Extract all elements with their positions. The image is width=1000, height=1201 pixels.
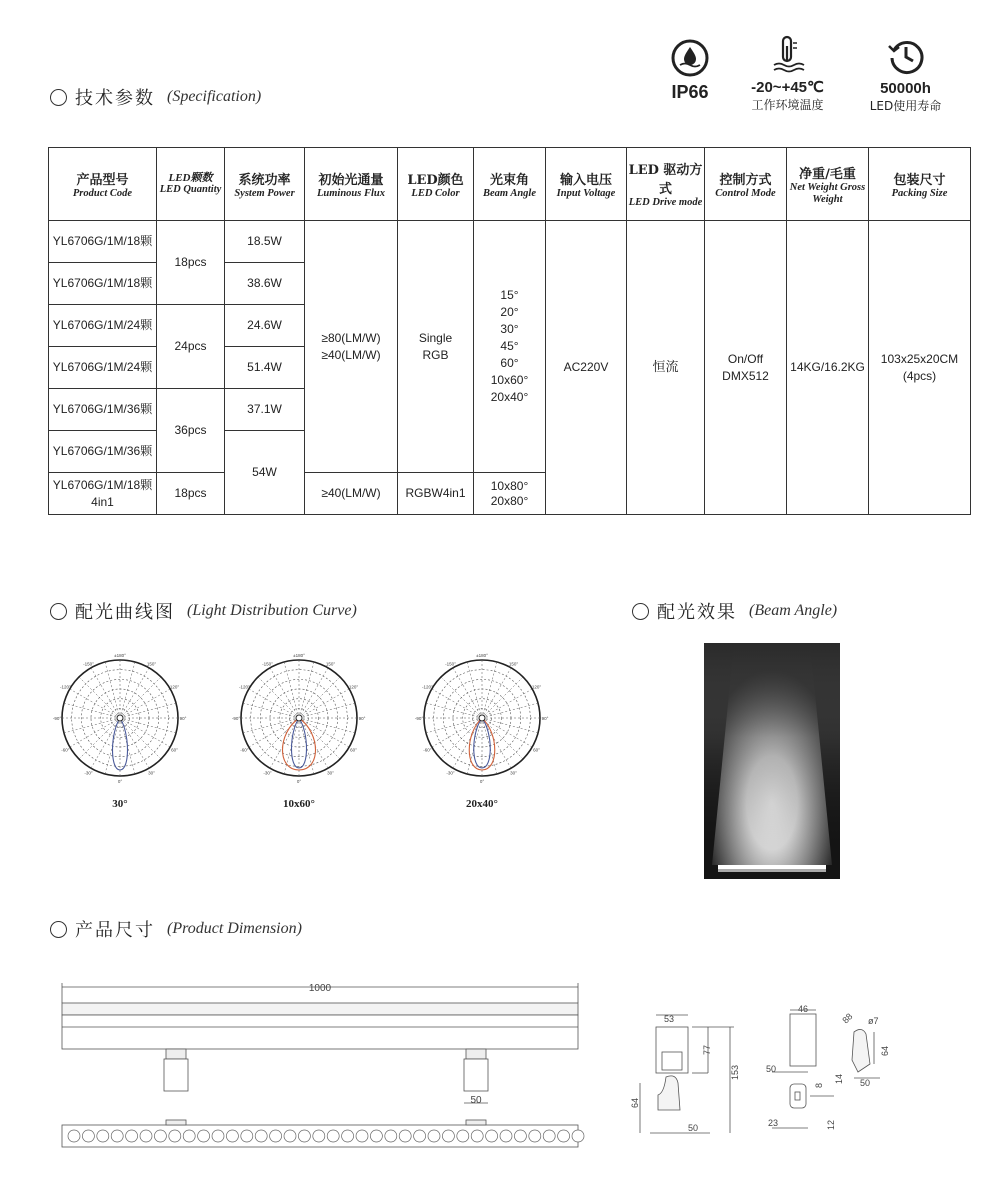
polar-angle-label: 120° <box>348 684 359 690</box>
header-product-code: 产品型号 Product Code <box>49 148 157 221</box>
weight-cell: 14KG/16.2KG <box>787 221 869 515</box>
product-code-cell: YL6706G/1M/36颗 <box>49 389 157 431</box>
polar-angle-label: -150° <box>262 661 273 667</box>
led-dot <box>399 1130 411 1142</box>
dim-label: 46 <box>798 1004 809 1014</box>
circle-bullet-icon <box>50 89 67 106</box>
beam-cell: 15° 20° 30° 45° 60° 10x60° 20x40° <box>474 221 546 473</box>
led-dot <box>543 1130 555 1142</box>
polar-angle-label: 150° <box>508 661 519 667</box>
color-cell: RGBW4in1 <box>398 473 474 515</box>
polar-diagram <box>50 652 190 792</box>
led-dot <box>97 1130 109 1142</box>
chart-caption: 30° <box>112 798 128 810</box>
power-cell: 38.6W <box>225 263 305 305</box>
power-cell: 24.6W <box>225 305 305 347</box>
led-dot <box>385 1130 397 1142</box>
polar-angle-label: 30° <box>510 770 517 776</box>
polar-angle-label: -60° <box>240 747 249 753</box>
led-dot <box>514 1130 526 1142</box>
qty-cell: 18pcs <box>157 473 225 515</box>
polar-angle-label: -120° <box>60 684 71 690</box>
bracket-detail-drawing <box>762 1002 892 1132</box>
led-dot <box>82 1130 94 1142</box>
polar-angle-label: 120° <box>531 684 542 690</box>
product-code-cell: YL6706G/1M/36颗 <box>49 431 157 473</box>
led-dot <box>140 1130 152 1142</box>
polar-angle-label: 90° <box>541 716 549 721</box>
qty-cell: 36pcs <box>157 389 225 473</box>
led-dot <box>558 1130 570 1142</box>
temperature-badge: -20~+45℃ 工作环境温度 <box>740 34 835 113</box>
table-row <box>49 221 971 263</box>
thermometer-icon <box>768 34 808 74</box>
led-dot <box>327 1130 339 1142</box>
header-led-quantity: LED颗数 LED Quantity <box>157 148 225 221</box>
polar-angle-label: ±180° <box>476 653 488 658</box>
clock-icon <box>886 36 926 76</box>
product-code-cell: YL6706G/1M/18颗 <box>49 221 157 263</box>
led-dot <box>212 1130 224 1142</box>
beam-effect-photo <box>704 643 840 879</box>
led-dot <box>471 1130 483 1142</box>
header-weight: 净重/毛重 Net Weight Gross Weight <box>787 148 869 221</box>
dim-bracket-label: 50 <box>470 1095 482 1106</box>
led-dot <box>126 1130 138 1142</box>
dim-label: 50 <box>688 1123 699 1133</box>
led-dot <box>68 1130 80 1142</box>
polar-angle-label: 60° <box>533 747 540 753</box>
dim-label: 64 <box>880 1045 890 1056</box>
dim-label: 50 <box>766 1064 777 1074</box>
polar-angle-label: -30° <box>84 770 93 776</box>
polar-angle-label: -120° <box>422 684 433 690</box>
header-system-power: 系统功率 System Power <box>225 148 305 221</box>
polar-angle-label: -90° <box>414 716 424 721</box>
color-cell: Single RGB <box>398 221 474 473</box>
polar-angle-label: 0° <box>296 779 302 784</box>
beam-section-title: 配光效果 (Beam Angle) <box>632 598 837 624</box>
led-dot <box>111 1130 123 1142</box>
polar-angle-label: -90° <box>231 716 241 721</box>
chart-caption: 10x60° <box>283 798 315 810</box>
control-cell: On/Off DMX512 <box>705 221 787 515</box>
circle-bullet-icon <box>50 921 67 938</box>
led-dot <box>241 1130 253 1142</box>
polar-angle-label: 60° <box>350 747 357 753</box>
curve-section-title: 配光曲线图 (Light Distribution Curve) <box>50 598 357 624</box>
qty-cell: 18pcs <box>157 221 225 305</box>
power-cell: 37.1W <box>225 389 305 431</box>
led-dot <box>169 1130 181 1142</box>
led-dot <box>457 1130 469 1142</box>
spec-table <box>48 147 971 515</box>
polar-angle-label: -30° <box>446 770 455 776</box>
polar-diagram <box>412 652 552 792</box>
dim-label: 8 <box>814 1082 824 1088</box>
polar-angle-label: 90° <box>179 716 187 721</box>
ip-badge: IP66 <box>655 38 725 103</box>
led-dot <box>154 1130 166 1142</box>
power-cell: 51.4W <box>225 347 305 389</box>
led-dot <box>486 1130 498 1142</box>
led-dot <box>284 1130 296 1142</box>
polar-angle-label: -90° <box>52 716 62 721</box>
dim-label: 77 <box>702 1044 712 1055</box>
polar-angle-label: 0° <box>479 779 485 784</box>
circle-bullet-icon <box>50 603 67 620</box>
spec-section-title: 技术参数 (Specification) <box>50 84 261 110</box>
led-dot <box>529 1130 541 1142</box>
polar-chart-30 <box>50 652 190 810</box>
polar-angle-label: 90° <box>358 716 366 721</box>
led-dot <box>183 1130 195 1142</box>
product-code-cell: YL6706G/1M/24颗 <box>49 305 157 347</box>
polar-angle-label: 150° <box>325 661 336 667</box>
polar-angle-label: 120° <box>169 684 180 690</box>
led-dot <box>500 1130 512 1142</box>
led-dot <box>313 1130 325 1142</box>
dimension-section-title: 产品尺寸 (Product Dimension) <box>50 916 302 942</box>
side-view-drawing <box>630 1005 750 1145</box>
product-code-cell: YL6706G/1M/24颗 <box>49 347 157 389</box>
header-led-color: LED颜色 LED Color <box>398 148 474 221</box>
polar-angle-label: ±180° <box>293 653 305 658</box>
polar-angle-label: -60° <box>423 747 432 753</box>
dim-length-label: 1000 <box>308 983 332 994</box>
header-input-voltage: 输入电压 Input Voltage <box>546 148 627 221</box>
led-dot <box>270 1130 282 1142</box>
packing-cell: 103x25x20CM (4pcs) <box>869 221 971 515</box>
flux-cell: ≥40(LM/W) <box>305 473 398 515</box>
header-packing-size: 包装尺寸 Packing Size <box>869 148 971 221</box>
dim-label: 50 <box>860 1078 871 1088</box>
polar-angle-label: 30° <box>327 770 334 776</box>
led-dot <box>356 1130 368 1142</box>
header-luminous-flux: 初始光通量 Luminous Flux <box>305 148 398 221</box>
header-beam-angle: 光束角 Beam Angle <box>474 148 546 221</box>
dim-label: ø7 <box>868 1016 879 1026</box>
front-view-drawing <box>50 975 590 1160</box>
polar-chart-10x60 <box>229 652 369 810</box>
polar-center <box>117 715 123 721</box>
polar-angle-label: ±180° <box>114 653 126 658</box>
polar-angle-label: 60° <box>171 747 178 753</box>
dim-label: 64 <box>630 1097 640 1108</box>
led-dot <box>255 1130 267 1142</box>
led-dot <box>442 1130 454 1142</box>
dim-label: 14 <box>834 1073 844 1084</box>
dim-label: 153 <box>730 1064 740 1080</box>
product-code-cell: YL6706G/1M/18颗 4in1 <box>49 473 157 515</box>
product-code-cell: YL6706G/1M/18颗 <box>49 263 157 305</box>
led-dot <box>370 1130 382 1142</box>
power-cell: 54W <box>225 431 305 515</box>
beam-cell: 10x80° 20x80° <box>474 473 546 515</box>
header-drive-mode: LED 驱动方式 LED Drive mode <box>627 148 705 221</box>
flux-cell: ≥80(LM/W) ≥40(LM/W) <box>305 221 398 473</box>
polar-diagram <box>229 652 369 792</box>
dim-label: 53 <box>664 1014 675 1024</box>
polar-angle-label: -60° <box>61 747 70 753</box>
dim-label: 88 <box>840 1011 855 1026</box>
led-dot <box>428 1130 440 1142</box>
polar-center <box>479 715 485 721</box>
header-control-mode: 控制方式 Control Mode <box>705 148 787 221</box>
polar-angle-label: -30° <box>263 770 272 776</box>
chart-caption: 20x40° <box>466 798 498 810</box>
polar-angle-label: -150° <box>445 661 456 667</box>
led-dot <box>414 1130 426 1142</box>
dim-label: 23 <box>768 1118 779 1128</box>
drive-cell: 恒流 <box>627 221 705 515</box>
polar-chart-20x40 <box>412 652 552 810</box>
polar-angle-label: 30° <box>148 770 155 776</box>
led-dot <box>198 1130 210 1142</box>
polar-center <box>296 715 302 721</box>
water-drop-icon <box>670 38 710 78</box>
polar-angle-label: 0° <box>117 779 123 784</box>
led-dot <box>298 1130 310 1142</box>
power-cell: 18.5W <box>225 221 305 263</box>
led-dot <box>572 1130 584 1142</box>
polar-angle-label: 150° <box>146 661 157 667</box>
lifetime-badge: 50000h LED使用寿命 <box>858 36 953 114</box>
circle-bullet-icon <box>632 603 649 620</box>
dim-label: 12 <box>826 1119 836 1130</box>
table-header-row <box>49 148 971 221</box>
voltage-cell: AC220V <box>546 221 627 515</box>
polar-angle-label: -120° <box>239 684 250 690</box>
qty-cell: 24pcs <box>157 305 225 389</box>
led-dot <box>342 1130 354 1142</box>
polar-angle-label: -150° <box>83 661 94 667</box>
led-dot <box>226 1130 238 1142</box>
